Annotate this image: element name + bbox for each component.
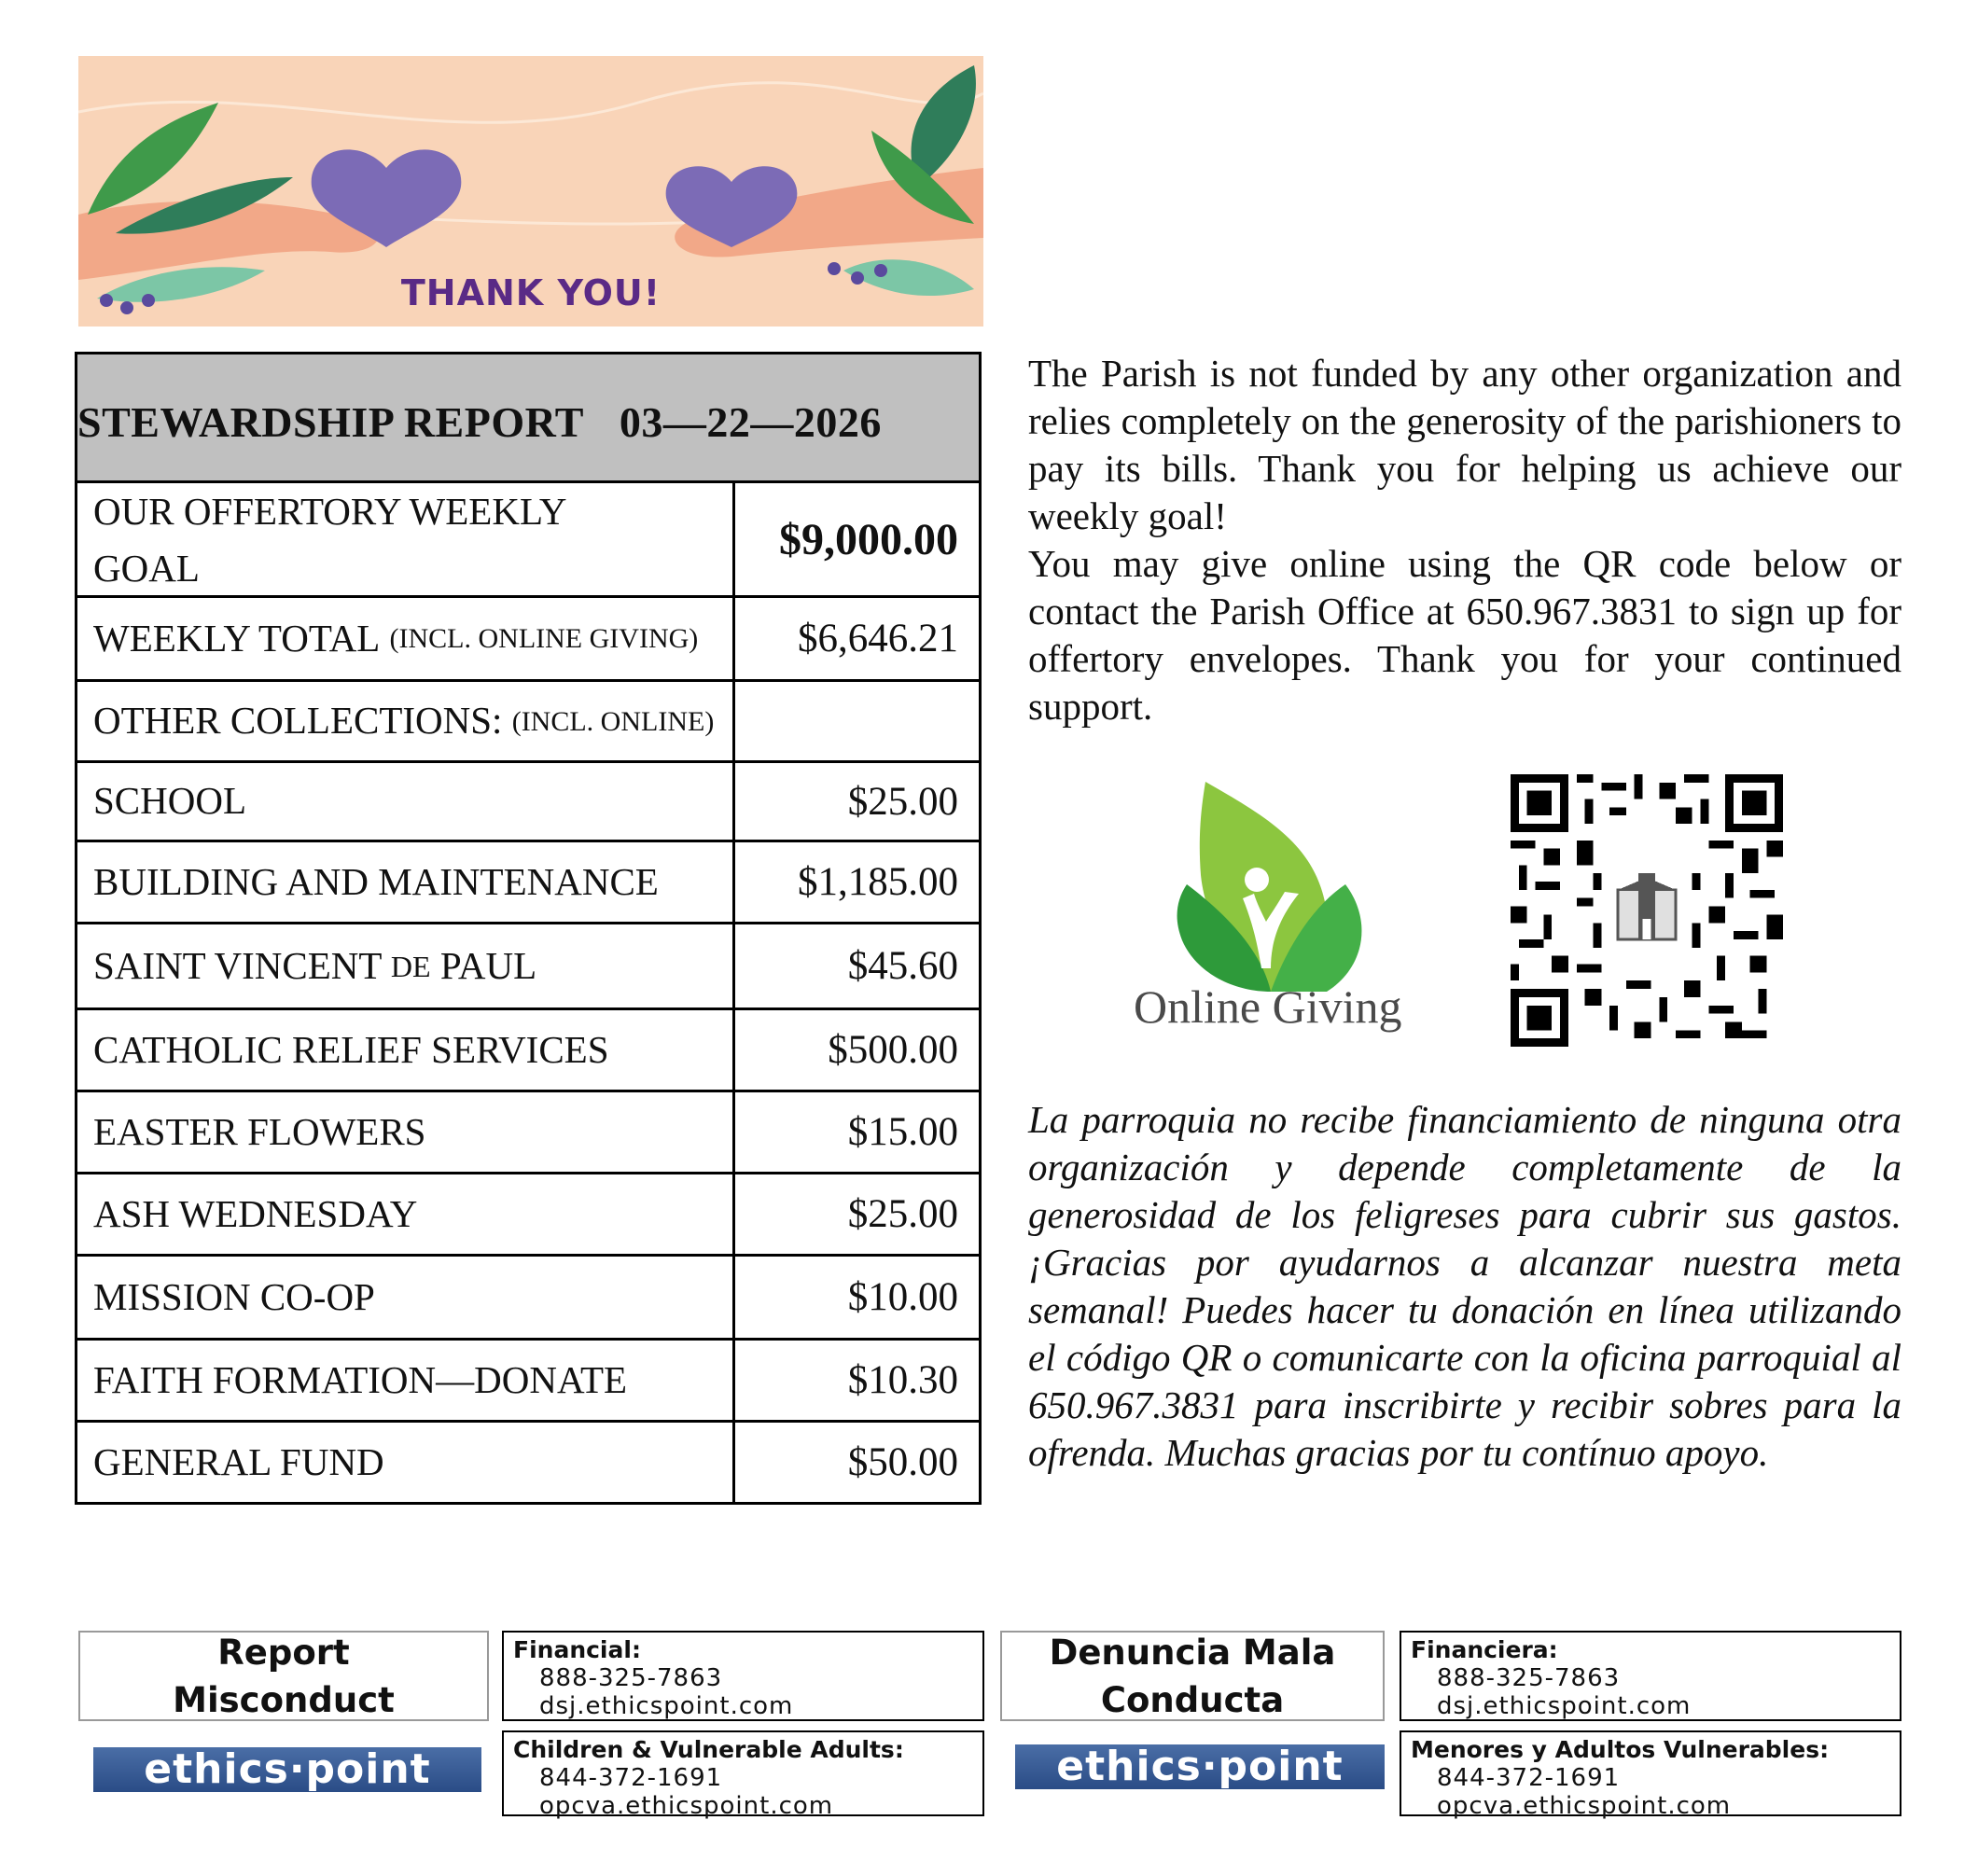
weekly-total-label [77, 598, 735, 679]
collection-amount: $15.00 [847, 1110, 958, 1154]
collection-label: BUILDING AND MAINTENANCE [77, 842, 735, 922]
other-collections-text: OTHER COLLECTIONS: [93, 699, 503, 743]
table-row-other-collections [77, 679, 979, 760]
other-collections-label [77, 682, 735, 760]
spanish-message: La parroquia no recibe financiamiento de ninguna otra organización y depende completamente de la generosidad de los feligreses para cubrir sus gastos. ¡Gracias por ayudarnos a alcanzar nuestra meta semanal! Puedes hacer tu donación en línea utilizando el código QR o comunicarte con la oficina parroquial al 650.967.3831 para inscribirte y recibir sobres para la ofrenda. Muchas gracias por tu contínuo apoyo. [1028, 1098, 1901, 1474]
weekly-total-text: WEEKLY TOTAL [93, 616, 381, 660]
children-contact-box [502, 1730, 984, 1820]
report-title [77, 397, 882, 447]
financial-phone[interactable]: 888-325-7863 [539, 1664, 723, 1692]
collection-label: CATHOLIC RELIEF SERVICES [77, 1010, 735, 1090]
weekly-total-amount: $6,646.21 [798, 617, 958, 660]
table-row [77, 1090, 979, 1172]
goal-label-line1: OUR OFFERTORY WEEKLY [93, 490, 567, 533]
table-row [77, 1254, 979, 1338]
report-date: 03—22—2026 [619, 398, 882, 446]
report-misconduct-title-line2: Misconduct [173, 1679, 395, 1720]
menores-phone[interactable]: 844-372-1691 [1437, 1764, 1621, 1792]
report-misconduct-box [78, 1631, 489, 1721]
table-row-weekly-total [77, 595, 979, 679]
collection-label-part: SAINT VINCENT [93, 943, 391, 987]
report-misconduct-title-line1: Report [217, 1632, 350, 1673]
financiera-phone[interactable]: 888-325-7863 [1437, 1664, 1621, 1692]
collection-label: MISSION CO-OP [77, 1257, 735, 1338]
denuncia-box [1000, 1631, 1385, 1721]
collection-amount: $25.00 [847, 1192, 958, 1236]
report-header [77, 354, 979, 483]
ethicspoint-logo: ethics·point [93, 1747, 481, 1792]
thank-you-banner [78, 56, 983, 327]
financial-heading: Financial: [513, 1636, 641, 1663]
other-collections-amount [735, 682, 979, 760]
table-row [77, 922, 979, 1007]
collection-amount: $500.00 [828, 1028, 958, 1072]
children-phone[interactable]: 844-372-1691 [539, 1764, 723, 1792]
other-collections-note: (INCL. ONLINE) [511, 705, 715, 737]
goal-label-line2: GOAL [93, 547, 200, 590]
collection-amount: $50.00 [847, 1440, 958, 1484]
collection-amount: $1,185.00 [798, 860, 958, 904]
financial-contact-box [502, 1631, 984, 1721]
qr-code-icon[interactable] [1504, 774, 1790, 1047]
collection-amount: $10.30 [847, 1358, 958, 1402]
table-row [77, 840, 979, 922]
children-site-link[interactable]: opcva.ethicspoint.com [539, 1792, 834, 1820]
banner-caption: THANK YOU! [400, 272, 662, 313]
menores-contact-box [1400, 1730, 1901, 1820]
financiera-contact-box [1400, 1631, 1901, 1721]
collection-label: SCHOOL [77, 763, 735, 840]
table-row [77, 1338, 979, 1420]
collection-label: FAITH FORMATION—DONATE [77, 1341, 735, 1420]
weekly-total-note: (INCL. ONLINE GIVING) [389, 623, 699, 654]
report-title-text: STEWARDSHIP REPORT [77, 398, 584, 446]
collection-label: GENERAL FUND [77, 1423, 735, 1502]
menores-heading: Menores y Adultos Vulnerables: [1411, 1736, 1830, 1763]
online-giving-label: Online Giving [1134, 980, 1402, 1033]
english-paragraph-1: The Parish is not funded by any other organization and relies completely on the generosity of the parishioners to pay its bills. Thank you for helping us achieve our weekly goal! [1028, 352, 1901, 537]
collection-label [77, 924, 735, 1007]
children-heading: Children & Vulnerable Adults: [513, 1736, 904, 1763]
financiera-heading: Financiera: [1411, 1636, 1558, 1663]
collection-amount: $25.00 [847, 779, 958, 824]
table-row [77, 760, 979, 840]
english-message [1028, 350, 1901, 730]
collection-amount: $45.60 [847, 944, 958, 988]
financiera-site-link[interactable]: dsj.ethicspoint.com [1437, 1692, 1692, 1720]
table-row [77, 1007, 979, 1090]
goal-label [77, 483, 735, 595]
denuncia-title-line2: Conducta [1100, 1679, 1285, 1720]
table-row-goal [77, 483, 979, 595]
table-row [77, 1172, 979, 1254]
ethicspoint-logo-es: ethics·point [1015, 1744, 1385, 1789]
collection-label-part: DE [390, 949, 431, 983]
denuncia-title-line1: Denuncia Mala [1049, 1632, 1336, 1673]
goal-amount: $9,000.00 [779, 514, 958, 564]
table-row [77, 1420, 979, 1502]
collection-label: ASH WEDNESDAY [77, 1174, 735, 1254]
collection-label: EASTER FLOWERS [77, 1092, 735, 1172]
english-paragraph-2: You may give online using the QR code below or contact the Parish Office at 650.967.3831 to sign up for offertory envelopes. Thank you for your continued support. [1028, 542, 1901, 728]
menores-site-link[interactable]: opcva.ethicspoint.com [1437, 1792, 1732, 1820]
collection-label-part: PAUL [430, 943, 537, 987]
financial-site-link[interactable]: dsj.ethicspoint.com [539, 1692, 794, 1720]
stewardship-report-table [75, 352, 982, 1505]
collection-amount: $10.00 [847, 1275, 958, 1319]
